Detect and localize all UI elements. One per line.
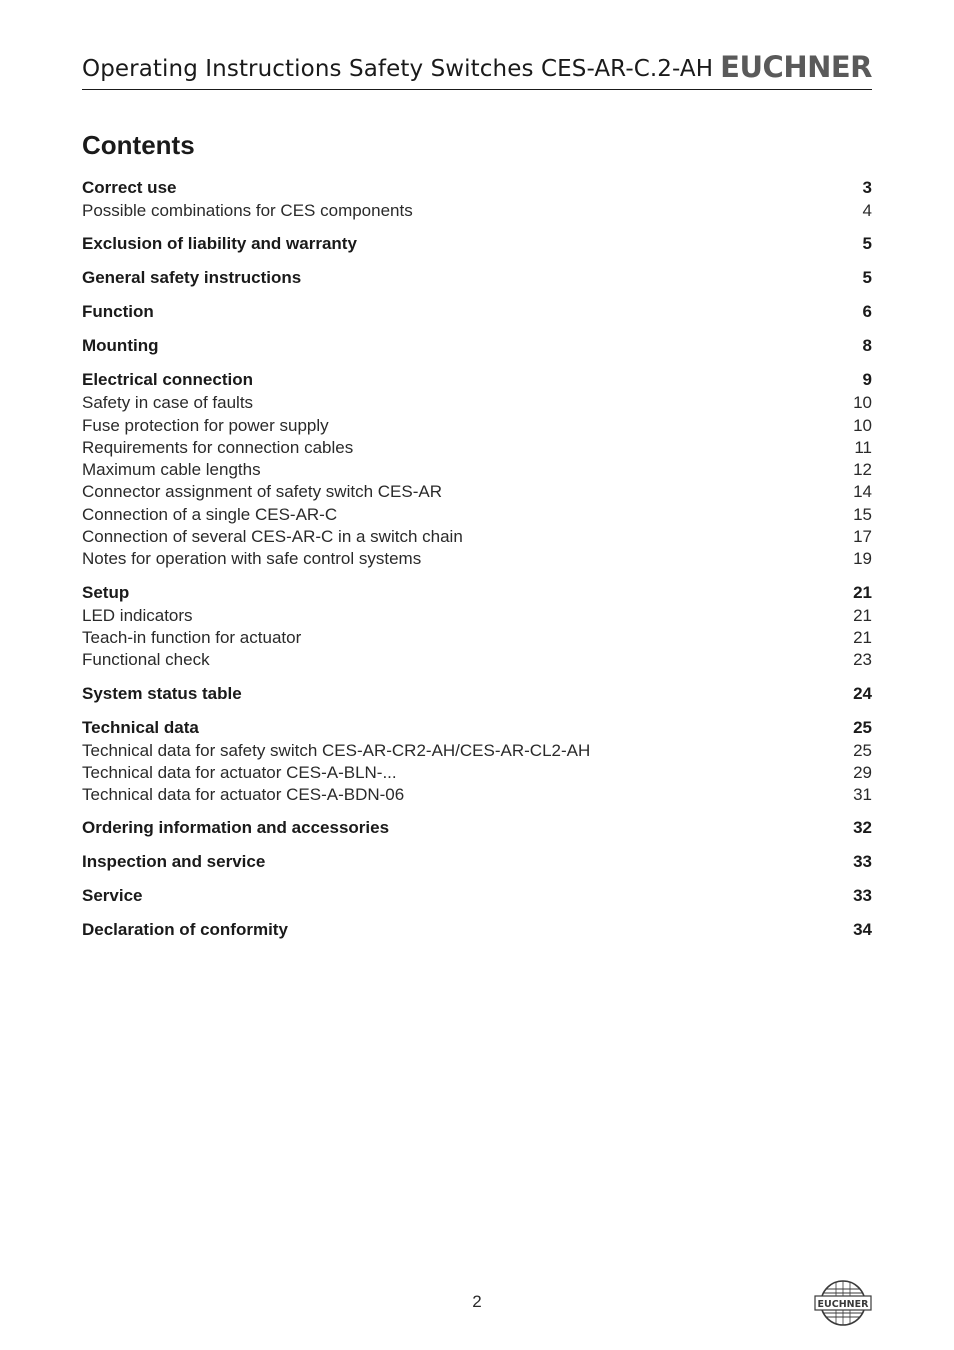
toc-entry-sub (82, 200, 872, 222)
toc-entry-sub (82, 605, 872, 627)
toc-entry-page: 21 (853, 582, 872, 602)
toc-subentry-page: 21 (853, 605, 872, 625)
toc-entry-main (82, 682, 872, 706)
table-of-contents (82, 176, 872, 952)
toc-entry-page: 5 (862, 234, 872, 254)
toc-subentry-page: 19 (853, 549, 872, 569)
toc-section (82, 176, 872, 222)
toc-section (82, 850, 872, 874)
toc-entry-page: 3 (862, 178, 872, 197)
toc-subentry-title: Notes for operation with safe control systems (82, 549, 422, 569)
toc-subentry-page: 14 (853, 482, 872, 502)
toc-entry-title: System status table (82, 683, 242, 703)
toc-entry-sub (82, 504, 872, 526)
toc-entry-sub (82, 481, 872, 503)
toc-entry-title: Service (82, 886, 143, 906)
toc-entry-main (82, 266, 872, 290)
toc-subentry-title: Technical data for actuator CES-A-BDN-06 (82, 785, 405, 805)
toc-subentry-title: Maximum cable lengths (82, 460, 261, 480)
toc-entry-sub (82, 649, 872, 671)
toc-entry-title: General safety instructions (82, 268, 302, 288)
toc-entry-main (82, 581, 872, 605)
contents-heading: Contents (82, 130, 195, 160)
toc-subentry-page: 21 (853, 627, 872, 647)
toc-entry-title: Declaration of conformity (82, 920, 288, 940)
toc-subentry-page: 23 (853, 650, 872, 670)
toc-subentry-title: Technical data for safety switch CES-AR-CR2-AH/CES-AR-CL2-AH (82, 740, 591, 760)
toc-subentry-page: 10 (853, 415, 872, 435)
toc-entry-sub (82, 784, 872, 806)
toc-entry-main (82, 918, 872, 942)
brand-logo: EUCHNER (720, 50, 872, 84)
toc-entry-main (82, 716, 872, 740)
toc-entry-main (82, 884, 872, 908)
toc-entry-page: 33 (853, 852, 872, 872)
page-number: 2 (472, 1292, 482, 1311)
toc-entry-sub (82, 740, 872, 762)
toc-entry-title: Electrical connection (82, 370, 253, 390)
toc-section (82, 816, 872, 840)
toc-subentry-page: 15 (853, 504, 872, 524)
page-header (82, 50, 872, 90)
toc-entry-page: 34 (853, 920, 872, 940)
toc-entry-title: Inspection and service (82, 852, 266, 872)
svg-text:EUCHNER: EUCHNER (817, 1299, 869, 1310)
toc-subentry-title: Connection of several CES-AR-C in a switch chain (82, 527, 463, 547)
toc-section (82, 682, 872, 706)
toc-entry-title: Function (82, 302, 154, 322)
toc-section (82, 334, 872, 358)
toc-entry-sub (82, 437, 872, 459)
toc-section (82, 368, 872, 570)
toc-entry-main (82, 816, 872, 840)
toc-entry-title: Mounting (82, 336, 159, 356)
toc-section (82, 300, 872, 324)
toc-entry-main (82, 176, 872, 200)
toc-subentry-title: Safety in case of faults (82, 393, 254, 413)
document-title: Operating Instructions Safety Switches CES-AR-C.2-AH (82, 56, 714, 82)
toc-entry-main (82, 850, 872, 874)
toc-entry-sub (82, 762, 872, 784)
toc-entry-title: Technical data (82, 717, 199, 737)
toc-entry-page: 6 (862, 302, 872, 322)
toc-entry-page: 24 (853, 683, 872, 703)
toc-section (82, 581, 872, 672)
toc-subentry-page: 31 (853, 785, 872, 805)
toc-entry-title: Ordering information and accessories (82, 818, 390, 838)
toc-entry-title: Setup (82, 582, 130, 602)
toc-subentry-page: 4 (862, 201, 872, 220)
toc-entry-title: Correct use (82, 178, 177, 197)
toc-entry-main (82, 300, 872, 324)
toc-entry-sub (82, 392, 872, 414)
toc-subentry-page: 12 (853, 460, 872, 480)
toc-section (82, 232, 872, 256)
toc-subentry-title: Technical data for actuator CES-A-BLN-... (82, 762, 397, 782)
toc-entry-page: 25 (853, 717, 872, 737)
toc-entry-sub (82, 627, 872, 649)
toc-entry-main (82, 334, 872, 358)
toc-subentry-title: Fuse protection for power supply (82, 415, 329, 435)
toc-subentry-title: Connector assignment of safety switch CES-AR (82, 482, 442, 502)
toc-subentry-title: Requirements for connection cables (82, 437, 354, 457)
toc-subentry-page: 17 (853, 527, 872, 547)
toc-entry-page: 8 (862, 336, 872, 356)
toc-subentry-page: 25 (853, 740, 872, 760)
toc-entry-sub (82, 548, 872, 570)
toc-entry-page: 33 (853, 886, 872, 906)
toc-subentry-page: 29 (853, 762, 872, 782)
toc-entry-page: 32 (853, 818, 872, 838)
euchner-seal-icon (814, 1279, 872, 1327)
toc-entry-sub (82, 415, 872, 437)
toc-entry-title: Exclusion of liability and warranty (82, 234, 357, 254)
toc-section (82, 266, 872, 290)
toc-subentry-title: Teach-in function for actuator (82, 627, 302, 647)
toc-subentry-page: 11 (854, 437, 872, 457)
toc-subentry-title: Functional check (82, 650, 210, 670)
toc-entry-page: 9 (862, 370, 872, 390)
toc-subentry-title: LED indicators (82, 605, 193, 625)
toc-subentry-page: 10 (853, 393, 872, 413)
toc-entry-page: 5 (862, 268, 872, 288)
toc-section (82, 716, 872, 807)
toc-subentry-title: Possible combinations for CES components (82, 201, 413, 220)
toc-entry-sub (82, 526, 872, 548)
toc-section (82, 884, 872, 908)
toc-entry-main (82, 368, 872, 392)
toc-entry-main (82, 232, 872, 256)
toc-subentry-title: Connection of a single CES-AR-C (82, 504, 338, 524)
toc-section (82, 918, 872, 942)
toc-entry-sub (82, 459, 872, 481)
